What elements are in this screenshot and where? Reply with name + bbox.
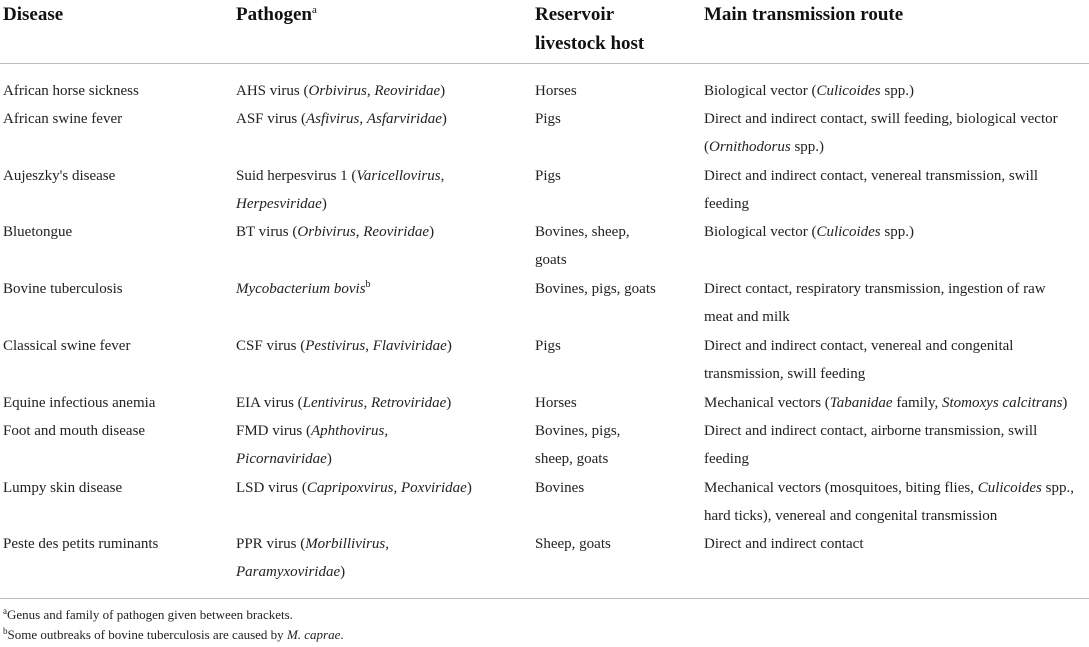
route-italic: Ornithodorus <box>709 139 791 155</box>
cell-pathogen <box>236 77 526 105</box>
cell-host: Pigs <box>535 111 561 127</box>
pathogen-line2 <box>236 558 526 586</box>
pathogen-text: LSD virus ( <box>236 480 307 496</box>
cell-disease: Foot and mouth disease <box>3 423 146 439</box>
cell-route <box>704 389 1089 417</box>
pathogen-species: Mycobacterium bovis <box>236 281 366 297</box>
cell-route <box>704 474 1089 530</box>
pathogen-text: EIA virus ( <box>236 395 303 411</box>
cell-route: Direct and indirect contact <box>704 536 864 552</box>
pathogen-text: BT virus ( <box>236 224 298 240</box>
pathogen-text: CSF virus ( <box>236 338 306 354</box>
header-reservoir-line1: Reservoir <box>535 4 615 25</box>
pathogen-text: FMD virus ( <box>236 423 312 439</box>
header-reservoir-line2: livestock host <box>535 33 645 54</box>
pathogen-sep: , <box>365 338 373 354</box>
pathogen-genus: Asfivirus <box>306 111 360 127</box>
cell-host: Bovines, pigs, goats <box>535 281 656 297</box>
pathogen-sep: , <box>384 423 389 439</box>
cell-host: Sheep, goats <box>535 536 611 552</box>
cell-disease: Lumpy skin disease <box>3 480 123 496</box>
cell-disease: African horse sickness <box>3 83 139 99</box>
header-pathogen-label: Pathogen <box>236 4 312 25</box>
pathogen-genus: Varicellovirus <box>356 168 441 184</box>
cell-route <box>704 275 1089 331</box>
pathogen-line1 <box>236 417 526 445</box>
route-end: spp.) <box>880 83 914 99</box>
cell-pathogen <box>236 218 526 246</box>
header-rule <box>0 63 1089 64</box>
route-mid: family, <box>892 395 943 411</box>
pathogen-close: ) <box>441 111 447 127</box>
footnote-b-text: Some outbreaks of bovine tuberculosis are caused by <box>7 627 287 642</box>
cell-pathogen <box>236 105 526 133</box>
route-line2: hard ticks), venereal and congenital transmission <box>704 508 998 524</box>
route-italic: Culicoides <box>977 480 1042 496</box>
pathogen-line1 <box>236 530 526 558</box>
cell-pathogen <box>236 417 526 473</box>
pathogen-note: b <box>365 279 371 290</box>
pathogen-close: ) <box>321 196 327 212</box>
cell-host: Pigs <box>535 168 561 184</box>
pathogen-sep: , <box>355 224 364 240</box>
footnote-b-mark: b <box>3 626 8 636</box>
pathogen-family: Reoviridae <box>363 224 430 240</box>
pathogen-genus: Aphthovirus <box>311 423 385 439</box>
header-disease: Disease <box>3 4 64 25</box>
cell-host: Horses <box>535 395 577 411</box>
route-italic-2: Stomoxys calcitrans <box>942 395 1063 411</box>
route-text: Mechanical vectors ( <box>704 395 830 411</box>
pathogen-family: Paramyxoviridae <box>236 564 341 580</box>
cell-disease: Classical swine fever <box>3 338 131 354</box>
pathogen-genus: Morbillivirus <box>305 536 386 552</box>
route-line1: Direct contact, respiratory transmission, ingestion of raw <box>704 281 1046 297</box>
pathogen-family: Retroviridae <box>371 395 447 411</box>
pathogen-close: ) <box>446 395 452 411</box>
pathogen-line2 <box>236 445 526 473</box>
host-line2: goats <box>535 252 567 268</box>
route-end: spp.) <box>880 224 914 240</box>
route-line1: Direct and indirect contact, venereal transmission, swill <box>704 168 1039 184</box>
cell-host <box>535 417 695 473</box>
route-line2: transmission, swill feeding <box>704 366 866 382</box>
cell-route <box>704 77 1089 105</box>
header-pathogen <box>236 0 317 32</box>
cell-route <box>704 332 1089 388</box>
pathogen-close: ) <box>466 480 472 496</box>
host-line1: Bovines, pigs, <box>535 423 621 439</box>
header-reservoir <box>535 0 644 58</box>
pathogen-family: Flaviviridae <box>372 338 447 354</box>
pathogen-close: ) <box>429 224 435 240</box>
footnote-b-end: . <box>340 627 344 642</box>
pathogen-sep: , <box>363 395 372 411</box>
cell-host: Horses <box>535 83 577 99</box>
route-line1: Direct and indirect contact, swill feeding, biological vector <box>704 111 1058 127</box>
header-pathogen-note: a <box>312 4 317 16</box>
pathogen-family: Herpesviridae <box>236 196 322 212</box>
footnote-b-italic: M. caprae <box>286 627 341 642</box>
pathogen-text: PPR virus ( <box>236 536 306 552</box>
header-transmission: Main transmission route <box>704 4 904 25</box>
route-end: spp.) <box>790 139 825 155</box>
pathogen-family: Asfarviridae <box>366 111 442 127</box>
pathogen-genus: Orbivirus <box>297 224 356 240</box>
cell-host: Pigs <box>535 338 561 354</box>
pathogen-close: ) <box>340 564 346 580</box>
cell-route <box>704 218 1089 246</box>
pathogen-sep: , <box>366 83 375 99</box>
route-end: spp., <box>1041 480 1074 496</box>
cell-route <box>704 417 1089 473</box>
pathogen-line2 <box>236 190 526 218</box>
pathogen-close: ) <box>446 338 452 354</box>
pathogen-genus: Pestivirus <box>305 338 366 354</box>
cell-pathogen <box>236 474 526 502</box>
route-text: Mechanical vectors (mosquitoes, biting flies, <box>704 480 978 496</box>
pathogen-genus: Lentivirus <box>302 395 364 411</box>
cell-route <box>704 162 1089 218</box>
route-text: Biological vector ( <box>704 224 817 240</box>
pathogen-close: ) <box>326 451 332 467</box>
route-line2: feeding <box>704 451 749 467</box>
cell-disease: Equine infectious anemia <box>3 395 156 411</box>
route-italic: Tabanidae <box>829 395 893 411</box>
cell-host <box>535 218 695 274</box>
pathogen-genus: Orbivirus <box>308 83 367 99</box>
cell-pathogen <box>236 162 526 218</box>
pathogen-family: Picornaviridae <box>236 451 327 467</box>
host-line2: sheep, goats <box>535 451 609 467</box>
cell-disease: Aujeszky's disease <box>3 168 116 184</box>
footnote-b <box>3 624 344 647</box>
pathogen-sep: , <box>440 168 445 184</box>
cell-disease: African swine fever <box>3 111 123 127</box>
route-line2: meat and milk <box>704 309 790 325</box>
pathogen-text: ASF virus ( <box>236 111 307 127</box>
pathogen-line1 <box>236 162 526 190</box>
route-italic: Culicoides <box>816 224 881 240</box>
pathogen-text: Suid herpesvirus 1 ( <box>236 168 357 184</box>
route-line1: Direct and indirect contact, venereal and congenital <box>704 338 1014 354</box>
cell-host: Bovines <box>535 480 585 496</box>
route-line1 <box>704 474 1089 502</box>
host-line1: Bovines, sheep, <box>535 224 630 240</box>
route-text: ( <box>704 139 709 155</box>
footnote-a-mark: a <box>3 606 7 616</box>
route-italic: Culicoides <box>816 83 881 99</box>
table-bottom-rule <box>0 598 1089 599</box>
cell-route <box>704 105 1089 161</box>
cell-pathogen <box>236 389 526 417</box>
cell-pathogen <box>236 275 526 305</box>
cell-pathogen <box>236 530 526 586</box>
footnote-a-text: Genus and family of pathogen given between brackets. <box>7 607 293 622</box>
pathogen-sep: , <box>359 111 367 127</box>
route-line2: feeding <box>704 196 749 212</box>
pathogen-text: AHS virus ( <box>236 83 309 99</box>
route-end: ) <box>1062 395 1068 411</box>
pathogen-genus: Capripoxvirus <box>306 480 394 496</box>
pathogen-sep: , <box>393 480 402 496</box>
route-text: Biological vector ( <box>704 83 817 99</box>
cell-disease: Bovine tuberculosis <box>3 281 123 297</box>
pathogen-sep: , <box>385 536 389 552</box>
cell-pathogen <box>236 332 526 360</box>
pathogen-family: Poxviridae <box>401 480 467 496</box>
pathogen-family: Reoviridae <box>374 83 441 99</box>
pathogen-close: ) <box>440 83 446 99</box>
route-line1: Direct and indirect contact, airborne transmission, swill <box>704 423 1038 439</box>
cell-disease: Bluetongue <box>3 224 73 240</box>
route-line2 <box>704 133 1089 161</box>
cell-disease: Peste des petits ruminants <box>3 536 159 552</box>
